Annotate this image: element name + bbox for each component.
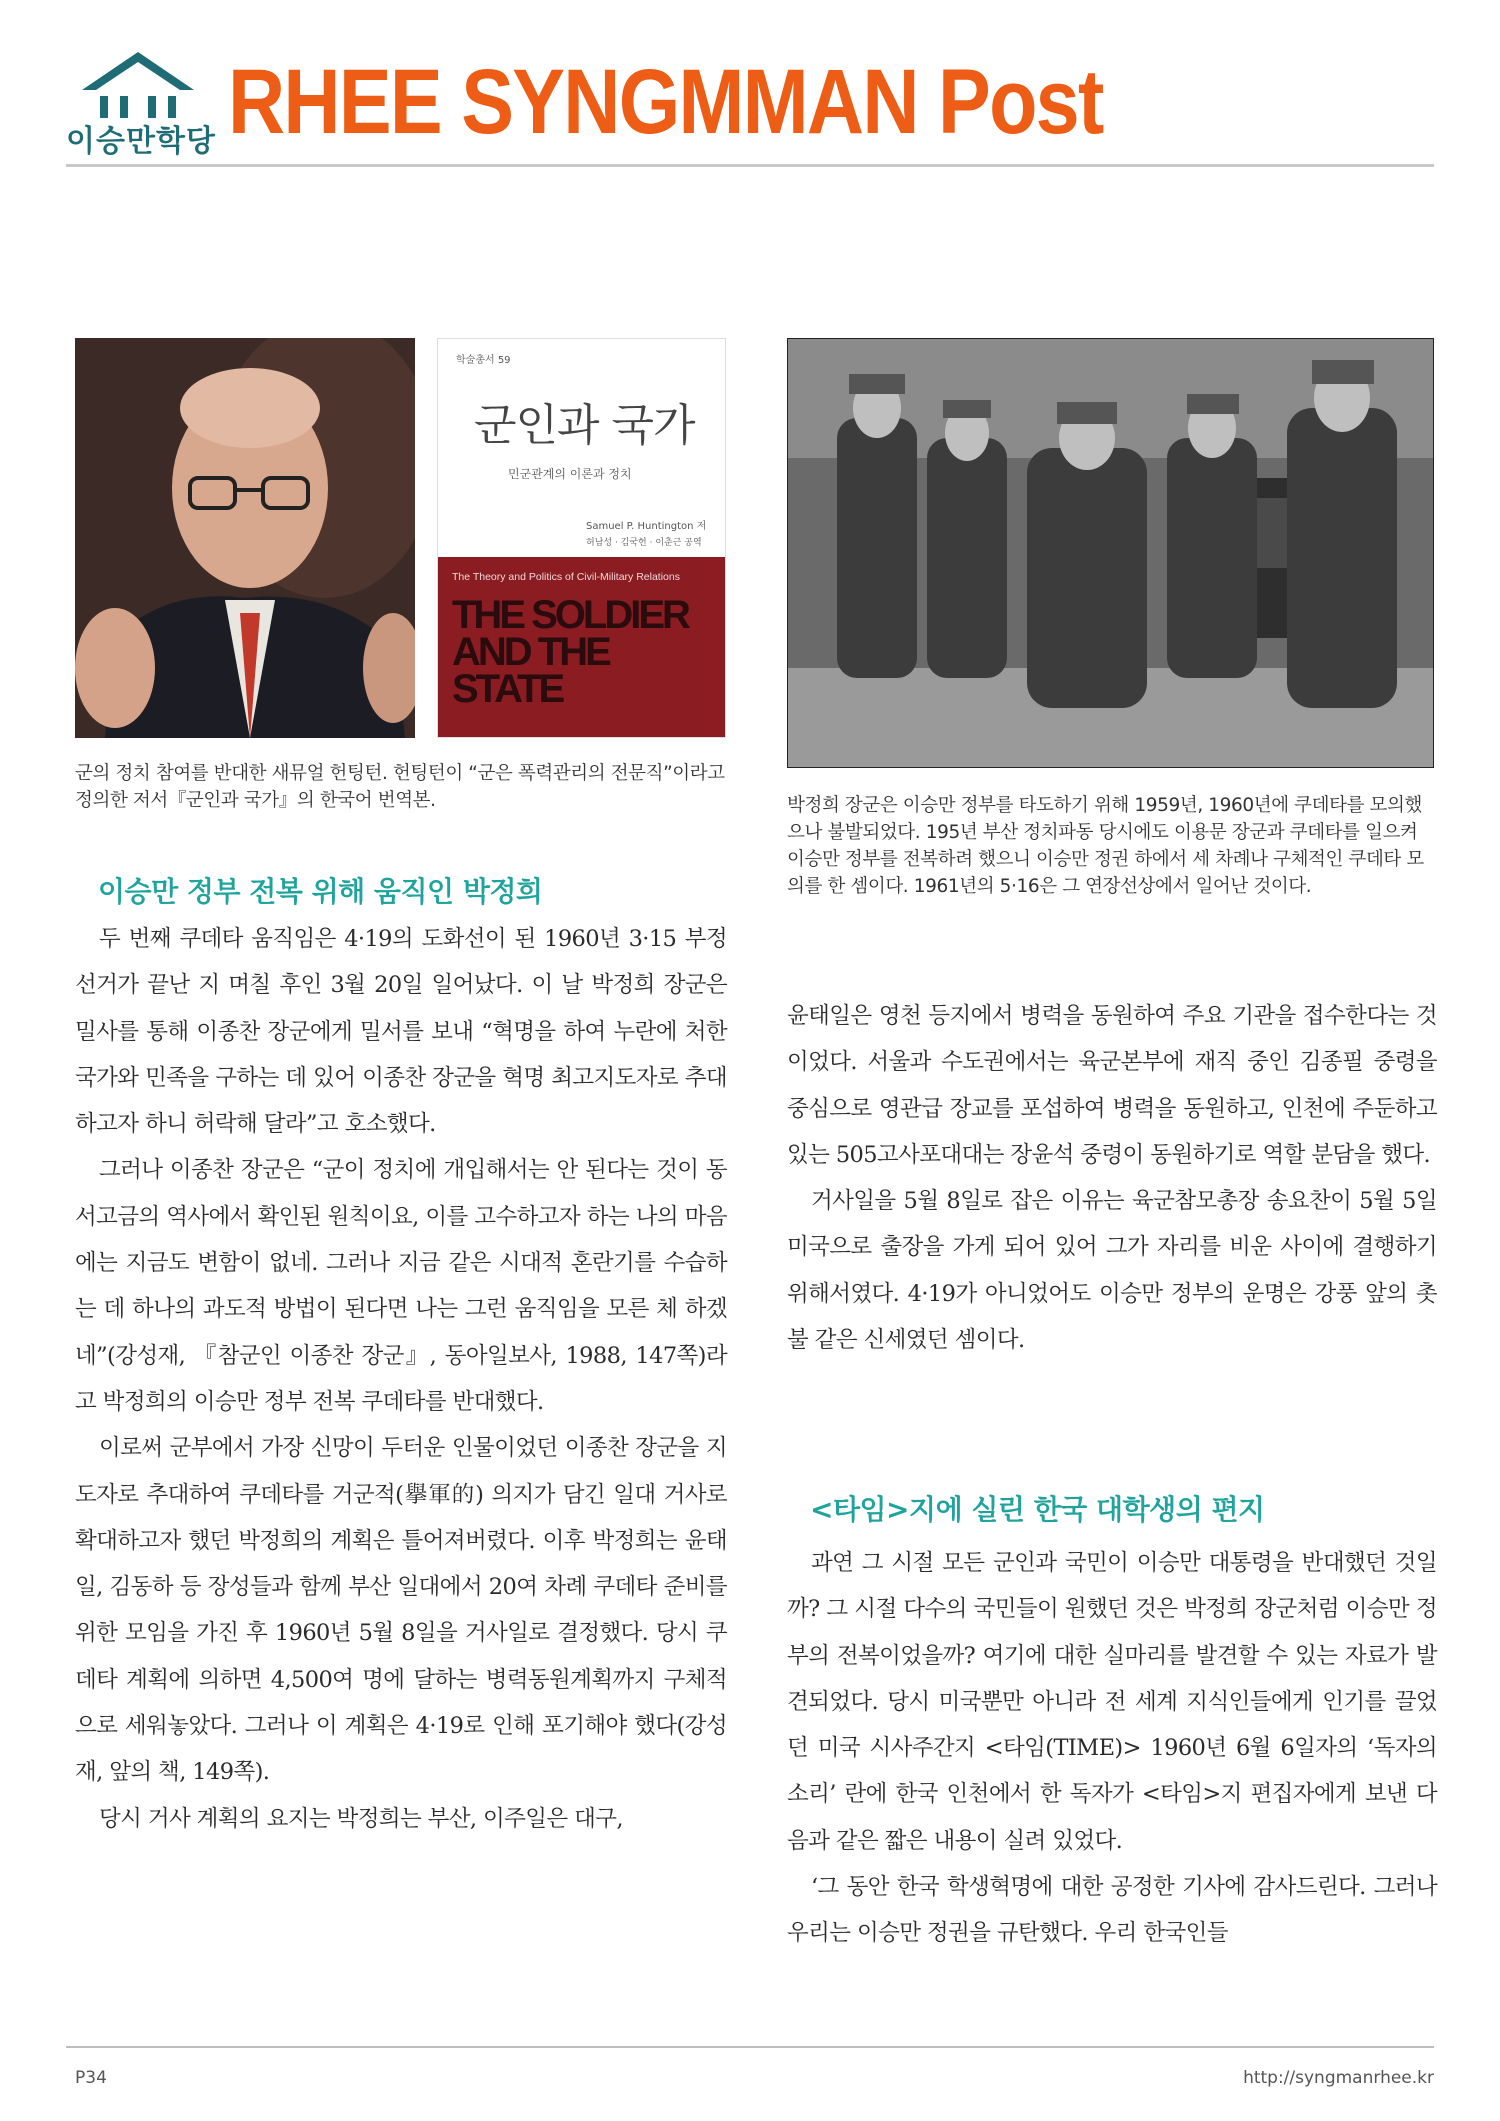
book-subtitle: 민군관계의 이론과 정치 bbox=[508, 467, 632, 481]
book-title: 군인과 국가 bbox=[474, 400, 695, 451]
paragraph: 거사일을 5월 8일로 잡은 이유는 육군참모총장 송요찬이 5월 5일 미국으로 출장을 가게 되어 있어 그가 자리를 비운 사이에 결행하기 위해서였다. 4·19가 아니었어도 이승만 정부의 운명은 강풍 앞의 촛불 같은 신세였던 셈이다. bbox=[787, 1188, 1437, 1354]
paragraph: 당시 거사 계획의 요지는 박정희는 부산, 이주일은 대구, bbox=[99, 1805, 623, 1832]
masthead-title: RHEE SYNGMMAN Post bbox=[228, 51, 1103, 153]
column2-body bbox=[787, 993, 1437, 1363]
book-en-subtitle: The Theory and Politics of Civil-Military Relations bbox=[452, 571, 680, 583]
paragraph: ‘그 동안 한국 학생혁명에 대한 공정한 기사에 감사드린다. 그러나 우리는 이승만 정권을 규탄했다. 우리 한국인들 bbox=[787, 1874, 1437, 1947]
paragraph: 이로써 군부에서 가장 신망이 두터운 인물이었던 이종찬 장군을 지도자로 추대하여 쿠데타를 거군적(擧軍的) 의지가 담긴 일대 거사로 확대하고자 했던 박정희의 계획은 틀어져버렸다. 이후 박정희는 윤태일, 김동하 등 장성들과 함께 부산 일대에서 20여 차례 쿠데타 준비를 위한 모임을 가진 후 1960년 5월 8일을 거사일로 결정했다. 당시 쿠데타 계획에 의하면 4,500여 명에 달하는 병력동원계획까지 구체적으로 세워놓았다. 그러나 이 계획은 4·19로 인해 포기해야 했다(강성재, 앞의 책, 149쪽). bbox=[75, 1435, 727, 1786]
section2-heading: <타임>지에 실린 한국 대학생의 편지 bbox=[810, 1493, 1265, 1526]
section2-body bbox=[787, 1540, 1437, 1957]
book-en-title-line3: STATE bbox=[452, 667, 563, 711]
footer-url[interactable]: http://syngmanrhee.kr bbox=[1243, 2068, 1434, 2088]
left-photo-caption: 군의 정치 참여를 반대한 새뮤얼 헌팅턴. 헌팅턴이 “군은 폭력관리의 전문직”이라고 정의한 저서『군인과 국가』의 한국어 번역본. bbox=[75, 763, 725, 811]
paragraph: 과연 그 시절 모든 군인과 국민이 이승만 대통령을 반대했던 것일까? 그 시절 다수의 국민들이 원했던 것은 박정희 장군처럼 이승만 정부의 전복이었을까? 여기에 대한 실마리를 발견할 수 있는 자료가 발견되었다. 당시 미국뿐만 아니라 전 세계 지식인들에게 인기를 끌었던 미국 시사주간지 <타임(TIME)> 1960년 6월 6일자의 ‘독자의 소리’ 란에 한국 인천에서 한 독자가 <타임>지 편집자에게 보낸 다음과 같은 짧은 내용이 실려 있었다. bbox=[787, 1550, 1437, 1854]
book-en-title-line2: AND THE bbox=[452, 630, 609, 674]
book-series: 학술총서 59 bbox=[456, 355, 511, 366]
paragraph: 그러나 이종찬 장군은 “군이 정치에 개입해서는 안 된다는 것이 동서고금의 역사에서 확인된 원칙이요, 이를 고수하고자 하는 나의 마음에는 지금도 변함이 없네. 그러나 지금 같은 시대적 혼란기를 수습하는 데 하나의 과도적 방법이 된다면 나는 그런 움직임을 모른 체 하겠네”(강성재, 『참군인 이종찬 장군』, 동아일보사, 1988, 147쪽)라고 박정희의 이승만 정부 전복 쿠데타를 반대했다. bbox=[75, 1157, 727, 1415]
paragraph: 윤태일은 영천 등지에서 병력을 동원하여 주요 기관을 접수한다는 것이었다. 서울과 수도권에서는 육군본부에 재직 중인 김종필 중령을 중심으로 영관급 장교를 포섭하여 병력을 동원하고, 인천에 주둔하고 있는 505고사포대대는 장윤석 중령이 동원하기로 역할 분담을 했다. bbox=[787, 1003, 1437, 1168]
section1-heading: 이승만 정부 전복 위해 움직인 박정희 bbox=[98, 875, 543, 908]
page-number: P34 bbox=[75, 2068, 107, 2088]
portrait-photo bbox=[75, 338, 415, 738]
right-photo-caption: 박정희 장군은 이승만 정부를 타도하기 위해 1959년, 1960년에 쿠데타를 모의했으나 불발되었다. 195년 부산 정치파동 당시에도 이용문 장군과 쿠데타를 일으켜 이승만 정부를 전복하려 했으니 이승만 정권 하에서 세 차례나 구체적인 쿠데타 모의를 한 셈이다. 1961년의 5·16은 그 연장선상에서 일어난 것이다. bbox=[787, 795, 1424, 897]
book-en-title-line1: THE SOLDIER bbox=[452, 593, 688, 637]
book-author: Samuel P. Huntington 저 bbox=[586, 521, 707, 532]
book-red-panel bbox=[438, 557, 726, 738]
book-cover bbox=[437, 338, 726, 738]
logo-text: 이승만학당 bbox=[66, 124, 216, 159]
section1-body bbox=[75, 916, 727, 1842]
paragraph: 두 번째 쿠데타 움직임은 4·19의 도화선이 된 1960년 3·15 부정선거가 끝난 지 며칠 후인 3월 20일 일어났다. 이 날 박정희 장군은 밀사를 통해 이종찬 장군에게 밀서를 보내 “혁명을 하여 누란에 처한 국가와 민족을 구하는 데 있어 이종찬 장군을 혁명 최고지도자로 추대하고자 하니 허락해 달라”고 호소했다. bbox=[75, 926, 727, 1138]
footer-divider bbox=[66, 2046, 1434, 2048]
book-translators: 허남성 · 김국헌 · 이춘근 공역 bbox=[586, 538, 702, 548]
soldiers-photo bbox=[787, 338, 1434, 768]
header-divider bbox=[66, 164, 1434, 167]
